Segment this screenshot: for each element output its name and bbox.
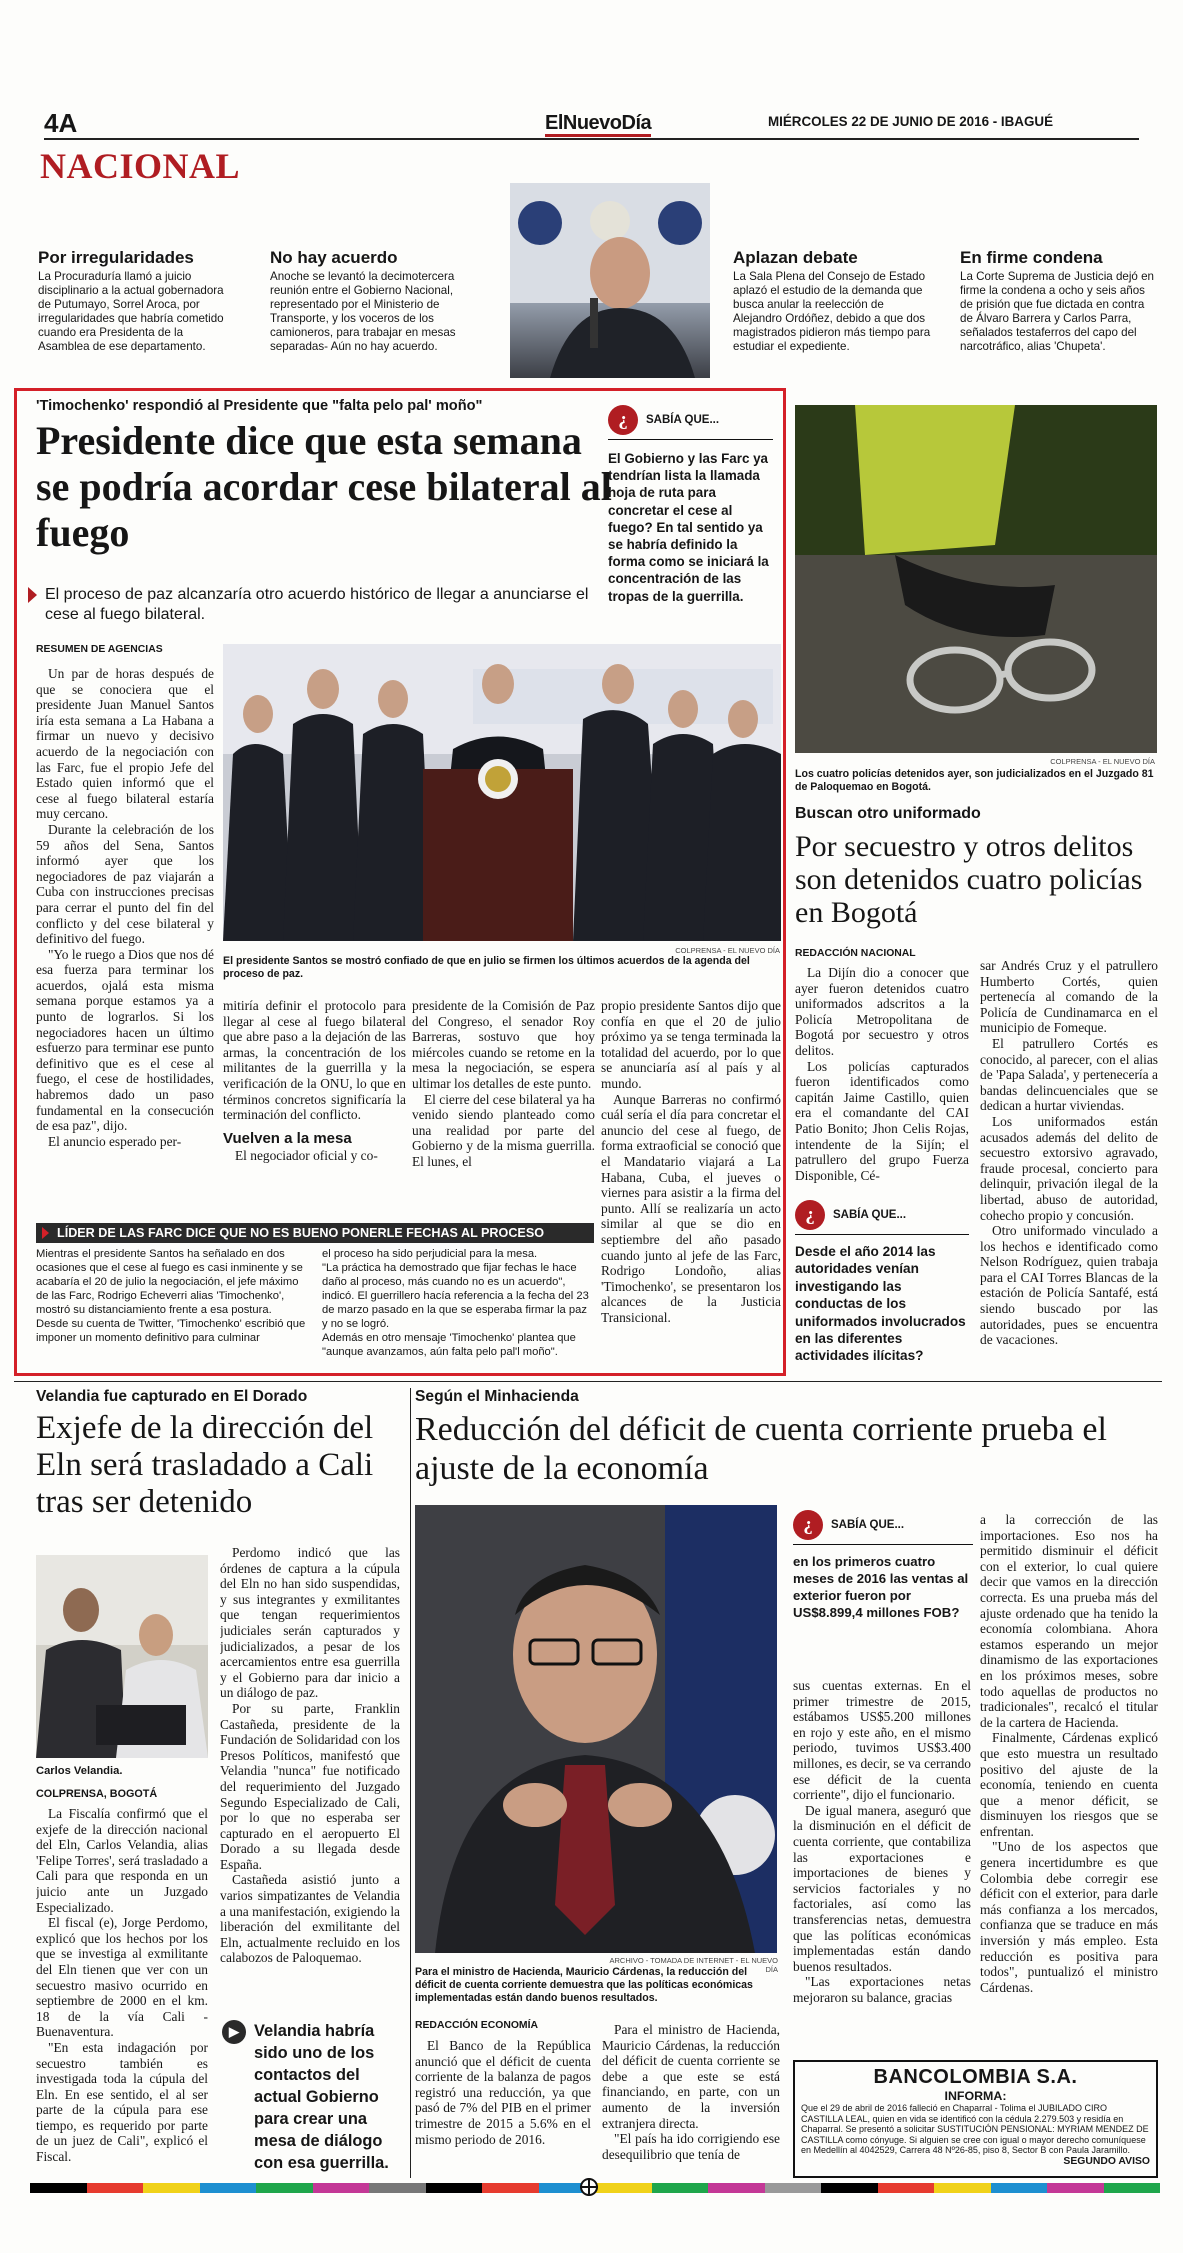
deficit-photo-credit: ARCHIVO - TOMADA DE INTERNET - EL NUEVO DÍA bbox=[609, 1956, 778, 1974]
paragraph: Perdomo indicó que las órdenes de captura a la cúpula del Eln no han sido suspendidas, y sus integrantes y exmilitantes que tengan requerimientos judiciales serán capturados y judicializados, a pesar de los acercamientos entre esa guerrilla y el Gobierno para dar inicio a un diálogo de paz. bbox=[220, 1545, 400, 1701]
sabia-header bbox=[608, 405, 773, 440]
arrow-icon: ▶ bbox=[222, 2020, 246, 2044]
deck-marker-icon bbox=[28, 587, 37, 603]
sabia-title: SABÍA QUE... bbox=[646, 414, 720, 426]
santos-press-illustration bbox=[223, 644, 781, 941]
paragraph: sus cuentas externas. En el primer trimestre de 2015, estábamos US$5.200 millones en rojo y este año, en el mismo periodo, tuvimos US$3.400 millones, es decir, se va cerrando ese déficit de la cuenta corriente", dijo el funcionario. bbox=[793, 1678, 971, 1803]
paragraph: sar Andrés Cruz y el patrullero Humberto Cortés, quien pertenecía al comando de la Policía de Cundinamarca en el municipio de Fomeque. bbox=[980, 958, 1158, 1036]
lead-col-3 bbox=[412, 998, 595, 1218]
eln-deficit-divider bbox=[410, 1388, 411, 2178]
pullquote-text: Velandia habría sido uno de los contactos del actual Gobierno para crear una mesa de diálogo con esa guerrilla. bbox=[254, 2022, 389, 2172]
sabia-text: El Gobierno y las Farc ya tendrían lista la llamada hoja de ruta para concretar el cese al fuego? En tal sentido ya se habría definido la forma como se iniciará la concentración de las tropas de la guerrilla. bbox=[608, 451, 769, 604]
lead-photo-credit: COLPRENSA - EL NUEVO DÍA bbox=[675, 946, 780, 955]
paragraph: El fiscal (e), Jorge Perdomo, explicó que los hechos por los que se investiga al exmilitante del Eln tienen que ver con un secuestro masivo ocurrido en septiembre de 2000 en el km. 18 de la vía Cali - Buenaventura. bbox=[36, 1915, 208, 2040]
sidebar-header bbox=[36, 1223, 594, 1243]
handcuffs-illustration bbox=[795, 405, 1157, 753]
section-title: NACIONAL bbox=[40, 146, 241, 186]
lead-byline: RESUMEN DE AGENCIAS bbox=[36, 644, 163, 655]
eln-photo bbox=[36, 1555, 208, 1758]
sidebar-title: LÍDER DE LAS FARC DICE QUE NO ES BUENO PONERLE FECHAS AL PROCESO bbox=[57, 1226, 545, 1240]
notice-text: Que el 29 de abril de 2016 falleció en Chaparral - Tolima el JUBILADO CIRO CASTILLA LEAL, quien en vida se identificó con la cédula 2.279.503 y residía en Chaparral. Se presentó a solicitar SUSTITUCIÓN PENSIONAL: MYRIAM MENDEZ DE CASTILLA como cónyuge. Si alguien se cree con igual o mayor derecho comuníquese en Medellín al 4042529, Carrera 48 Nº26-85, piso 8, Sector B con Paula Jaramillo. bbox=[801, 2103, 1149, 2156]
paragraph: "En esta indagación por secuestro también es investigada toda la cúpula del Eln. En ese sentido, el al ser parte de la cúpula para ese tiempo, es requerido por parte de un juez de Cali", explicó el Fiscal. bbox=[36, 2039, 208, 2165]
paragraph: "La práctica ha demostrado que fijar fechas le hace daño al proceso, más cuando no es un acuerdo", indicó. El guerrillero hacía referencia a la fecha del 23 de marzo pasado en la que se esperaba firmar la paz y no se logró. bbox=[322, 1262, 589, 1330]
lead-kicker: 'Timochenko' respondió al Presidente que "falta pelo pal' moño" bbox=[36, 398, 483, 414]
sabia-text: en los primeros cuatro meses de 2016 las ventas al exterior fueron por US$8.899,4 millones FOB? bbox=[793, 1554, 969, 1620]
eln-headline: Exjefe de la dirección del Eln será trasladado a Cali tras ser detenido bbox=[36, 1410, 374, 1520]
deficit-col-c bbox=[793, 1678, 971, 2048]
sidebar-marker-icon bbox=[42, 1227, 49, 1239]
lead-col-2 bbox=[223, 998, 406, 1218]
paragraph: "Uno de los aspectos que genera incertidumbre es que Colombia debe corregir ese déficit con el exterior, para darle más confianza a los mercados, confianza que se traduce en más inversión y más empleo. Esta reducción es positiva para todos", puntualizó el ministro Cárdenas. bbox=[980, 1839, 1158, 1995]
police-byline: REDACCIÓN NACIONAL bbox=[795, 948, 916, 959]
eln-byline: COLPRENSA, BOGOTÁ bbox=[36, 1788, 158, 1800]
sabia-title: SABÍA QUE... bbox=[831, 1519, 905, 1531]
paragraph: Durante la celebración de los 59 años del Sena, Santos informó ayer que los negociadores de paz viajarán a Cuba con instrucciones precisas para cerrar el punto del fin del conflicto y del cese bilateral y definitivo del fuego. bbox=[36, 821, 214, 947]
eln-pullquote bbox=[222, 2020, 400, 2174]
police-headline: Por secuestro y otros delitos son detenidos cuatro policías en Bogotá bbox=[795, 830, 1143, 929]
paragraph: "Las exportaciones netas mejoraron su balance, gracias bbox=[793, 1974, 971, 2005]
police-col-1 bbox=[795, 965, 969, 1185]
brief-title: Aplazan debate bbox=[733, 248, 858, 267]
deficit-col-a bbox=[415, 2038, 591, 2188]
farc-sidebar bbox=[36, 1223, 594, 1359]
brief-2 bbox=[270, 248, 475, 354]
police-kicker: Buscan otro uniformado bbox=[795, 805, 981, 822]
eln-photo-caption: Carlos Velandia. bbox=[36, 1765, 123, 1777]
lead-headline: Presidente dice que esta semana se podría acordar cese bilateral al fuego bbox=[36, 418, 612, 555]
paragraph: presidente de la Comisión de Paz del Congreso, el senador Roy Barreras, sostuvo que hoy miércoles cuando se retome en la mesa la negociación, se espera ultimar los detalles de este punto. bbox=[412, 998, 595, 1091]
police-col-2 bbox=[980, 958, 1158, 1378]
lead-col-4 bbox=[601, 998, 781, 1370]
brief-text: La Sala Plena del Consejo de Estado aplazó el estudio de la demanda que busca anular la reelección de Alejandro Ordóñez, debido a que dos magistrados pidieron más tiempo para estudiar el expediente. bbox=[733, 270, 931, 353]
masthead-logo bbox=[545, 112, 651, 135]
question-icon: ¿ bbox=[795, 1200, 825, 1230]
paragraph: mitiría definir el protocolo para llegar al cese al fuego bilateral que abre paso a la dejación de las armas, la concentración de los militantes de la guerrilla y la verificación de la ONU, lo que en términos concretos significaría la terminación del conflicto. bbox=[223, 998, 406, 1123]
notice-label: INFORMA: bbox=[944, 2089, 1007, 2103]
paragraph: Mientras el presidente Santos ha señalado en dos ocasiones que el cese al fuego es casi inminente y se acabaría el 20 de julio la negociación, el jefe máximo de las Farc, Rodrigo Echeverri alias 'Timochenko', mostró su distanciamiento frente a esa postura. bbox=[36, 1248, 303, 1316]
subhead: Vuelven a la mesa bbox=[223, 1129, 352, 1147]
paragraph: propio presidente Santos dijo que confía en que el 20 de julio próximo ya se tenga terminada la totalidad del acuerdo, por lo que se anunciaría así al país y al mundo. bbox=[601, 998, 781, 1091]
police-photo bbox=[795, 405, 1157, 753]
paragraph: El Banco de la República anunció que el déficit de cuenta corriente de la balanza de pagos registró una reducción, ya que pasó de 7% del PIB en el primer trimestre de 2015 a 5.6% en el mismo periodo de 2016. bbox=[415, 2038, 591, 2147]
lead-photo-caption: El presidente Santos se mostró confiado de que en julio se firmen los últimos acuerdos de la agenda del proceso de paz. bbox=[223, 955, 750, 980]
police-sabia-box bbox=[795, 1200, 969, 1365]
page-number: 4A bbox=[44, 108, 78, 138]
paragraph: Finalmente, Cárdenas explicó que esto muestra un resultado positivo del ajuste de la economía, teniendo en cuenta que a menor déficit, se disminuyen los riesgos que se enfrentan. bbox=[980, 1730, 1158, 1839]
police-photo-caption: Los cuatro policías detenidos ayer, son judicializados en el Juzgado 81 de Paloquemao en Bogotá. bbox=[795, 768, 1154, 793]
sabia-title: SABÍA QUE... bbox=[833, 1209, 907, 1221]
sidebar-col-1 bbox=[36, 1247, 308, 1359]
police-photo-credit: COLPRENSA - EL NUEVO DÍA bbox=[1050, 757, 1155, 766]
eln-col-2 bbox=[220, 1545, 400, 2015]
notice-company: BANCOLOMBIA S.A. bbox=[873, 2066, 1078, 2088]
sabia-header bbox=[795, 1200, 969, 1235]
brief-3 bbox=[733, 248, 933, 354]
cardenas-illustration bbox=[415, 1505, 777, 1953]
deficit-byline: REDACCIÓN ECONOMÍA bbox=[415, 2020, 538, 2031]
lead-sabia-box bbox=[608, 405, 773, 605]
paragraph: Un par de horas después de que se conociera que el presidente Juan Manuel Santos iría esta semana a La Habana a firmar un nuevo y decisivo acuerdo de la negociación con las Farc, fue el propio Jefe del Estado quien informó que el cese al fuego bilateral estaría muy cercano. bbox=[36, 666, 214, 822]
paragraph: El anuncio esperado per- bbox=[48, 1133, 182, 1149]
eln-col-1 bbox=[36, 1806, 208, 2186]
logo-text: ElNuevoDía bbox=[545, 112, 651, 137]
deck-text: El proceso de paz alcanzaría otro acuerdo histórico de llegar a anunciarse el cese al fuego bilateral. bbox=[45, 586, 589, 623]
brief-text: La Corte Suprema de Justicia dejó en firme la condena a ocho y seis años de prisión que fue dictada en contra de Álvaro Barrera y Carlos Parra, señalados testaferros del capo del narcotráfico, alias 'Chupeta'. bbox=[960, 270, 1154, 353]
sabia-header bbox=[793, 1510, 973, 1545]
paragraph: el proceso ha sido perjudicial para la mesa. bbox=[322, 1248, 538, 1260]
procurador-illustration bbox=[510, 183, 710, 378]
notice-footer: SEGUNDO AVISO bbox=[1063, 2155, 1150, 2167]
brief-title: Por irregularidades bbox=[38, 248, 194, 267]
paragraph: Desde su cuenta de Twitter, 'Timochenko' escribió que imponer un momento definitivo para culminar bbox=[36, 1318, 306, 1344]
paragraph: Los uniformados están acusados además del delito de secuestro extorsivo agravado, fraude procesal, concierto para delinquir, privación ilegal de la libertad, abuso de autoridad, cohecho propio y concusión. bbox=[980, 1113, 1158, 1223]
lead-photo bbox=[223, 644, 781, 941]
paragraph: El cierre del cese bilateral ya ha venido siendo planteado como una realidad por parte del Gobierno y de la misma guerrilla. El lunes, el bbox=[412, 1091, 595, 1169]
paragraph: "El país ha ido corrigiendo ese desequilibrio que tenía de bbox=[602, 2131, 780, 2162]
brief-1 bbox=[38, 248, 233, 354]
brief-title: No hay acuerdo bbox=[270, 248, 398, 267]
paragraph: El patrullero Cortés es conocido, al parecer, con el alias de 'Papa Salada', y pertenecería a bandas delincuenciales que se dedican a hurtar viviendas. bbox=[980, 1035, 1158, 1114]
deficit-col-b bbox=[602, 2022, 780, 2187]
velandia-illustration bbox=[36, 1555, 208, 1758]
question-icon: ¿ bbox=[793, 1510, 823, 1540]
brief-4 bbox=[960, 248, 1160, 354]
deficit-headline: Reducción del déficit de cuenta corriente prueba el ajuste de la economía bbox=[415, 1411, 1107, 1487]
paragraph: Además en otro mensaje 'Timochenko' plantea que "aunque avanzamos, aún falta pelo pal'l moño". bbox=[322, 1332, 576, 1358]
procurador-photo bbox=[510, 183, 710, 378]
paragraph: Por su parte, Franklin Castañeda, presidente de la Fundación de Solidaridad con los Presos Políticos, manifestó que Velandia "nunca" fue notificado del requerimiento del Juzgado Segundo Especializado de Cali, por lo que no esperaba ser capturado en el aeropuerto El Dorado a su llegada desde España. bbox=[220, 1700, 400, 1872]
brief-text: La Procuraduría llamó a juicio disciplinario a la actual gobernadora de Putumayo, Sorrel Aroca, por irregularidades que habría cometido cuando era Presidenta de la Asamblea de ese departamento. bbox=[38, 270, 224, 353]
lead-deck bbox=[28, 585, 598, 625]
paragraph: El negociador oficial y co- bbox=[235, 1148, 378, 1164]
question-icon: ¿ bbox=[608, 405, 638, 435]
brief-text: Anoche se levantó la decimotercera reunión entre el Gobierno Nacional, representado por el Ministerio de Transporte, y los voceros de los camioneros, para trabajar en mesas separadas- Aún no hay acuerdo. bbox=[270, 270, 456, 353]
deficit-sabia-box bbox=[793, 1510, 973, 1621]
deficit-kicker: Según el Minhacienda bbox=[415, 1388, 579, 1405]
paragraph: La Dijín dio a conocer que ayer fueron detenidos cuatro uniformados adscritos a la Policía Metropolitana de Bogotá por secuestro y otros delitos. bbox=[795, 965, 969, 1058]
lead-col-1 bbox=[36, 666, 214, 1214]
sabia-text: Desde el año 2014 las autoridades venían investigando las conductas de los uniformados involucrados en las diferentes actividades ilícitas? bbox=[795, 1244, 966, 1364]
bancolombia-notice bbox=[793, 2060, 1158, 2178]
deficit-col-d bbox=[980, 1512, 1158, 2040]
paragraph: La Fiscalía confirmó que el exjefe de la dirección nacional del Eln, Carlos Velandia, alias 'Felipe Torres', será trasladado a Cali para que responda en un juicio ante un Juzgado Especializado. bbox=[36, 1806, 208, 1915]
sidebar-col-2 bbox=[322, 1247, 594, 1359]
deficit-photo bbox=[415, 1505, 777, 1953]
paragraph: Otro uniformado vinculado a los hechos e identificado como Nelson Rodríguez, quien trabaja para el CAI Torres Blancas de la estación de Policía Santafé, está siendo buscado por las autoridades, pues se encuentra de vacaciones. bbox=[980, 1223, 1158, 1348]
brief-title: En firme condena bbox=[960, 248, 1103, 267]
deficit-photo-caption: Para el ministro de Hacienda, Mauricio Cárdenas, la reducción del déficit de cuenta corriente demuestra que las políticas económicas implementadas están dando buenos resultados. bbox=[415, 1966, 753, 2004]
registration-mark-icon bbox=[580, 2178, 598, 2196]
masthead-rule bbox=[44, 138, 1139, 140]
bottom-section-rule bbox=[14, 1381, 1162, 1382]
paragraph: a la corrección de las importaciones. Eso nos ha permitido disminuir el déficit con el exterior, lo cual quiere decir que vamos en la dirección correcta. Es una prueba más del ajuste ordenado que ha tenido la economía colombiana. Ahora estamos esperando un mejor dinamismo de las exportaciones en los próximos meses, sobre todo aquellas de productos no tradicionales", recalcó el titular de la cartera de Hacienda. bbox=[980, 1512, 1158, 1730]
paragraph: Aunque Barreras no confirmó cuál sería el día para concretar el anuncio del cese al fuego, de forma extraoficial se conoció que el Mandatario viajará a La Habana, Cuba, el jueves o viernes para asistir a la firma del punto. Allí se realizaría un acto similar al que se dio en septiembre del año pasado cuando junto al jefe de las Farc, Rodrigo Londoño, alias 'Timochenko', se presentaron los alcances de la Justicia Transicional. bbox=[601, 1091, 781, 1325]
eln-kicker: Velandia fue capturado en El Dorado bbox=[36, 1388, 308, 1405]
date-line: MIÉRCOLES 22 DE JUNIO DE 2016 - IBAGUÉ bbox=[768, 114, 1053, 129]
paragraph: Los policías capturados fueron identificados como capitán Jaime Castillo, quien era el comandante del CAI Patio Bonito; Jhon Celis Rojas, intendente de la Sijín; el patrullero del grupo Fuerza Disponible, Cé- bbox=[795, 1058, 969, 1183]
paragraph: Castañeda asistió junto a varios simpatizantes de Velandia a una manifestación, exigiendo la liberación del exmilitante del Eln, actualmente recluido en los calabozos de Paloquemao. bbox=[220, 1872, 400, 1966]
paragraph: Para el ministro de Hacienda, Mauricio Cárdenas, la reducción del déficit de cuenta corriente se debe a que este se está financiando, en parte, con un aumento de la inversión extranjera directa. bbox=[602, 2022, 780, 2131]
paragraph: De igual manera, aseguró que la disminución en el déficit de cuenta corriente, que contabiliza las exportaciones e importaciones de bienes y servicios factoriales y no factoriales, así como las transferencias netas, demuestra que las políticas económicas implementadas están dando buenos resultados. bbox=[793, 1802, 971, 1974]
paragraph: "Yo le ruego a Dios que nos dé esa fuerza para terminar los acuerdos, ojalá esta misma semana porque estamos ya a punto de lograrlos. Si los negociadores hacen un último esfuerzo para terminar ese punto definitivo que es el cese al fuego, el cese de hostilidades, habremos dado un paso fundamental en la consecución de esa paz", dijo. bbox=[36, 946, 214, 1134]
